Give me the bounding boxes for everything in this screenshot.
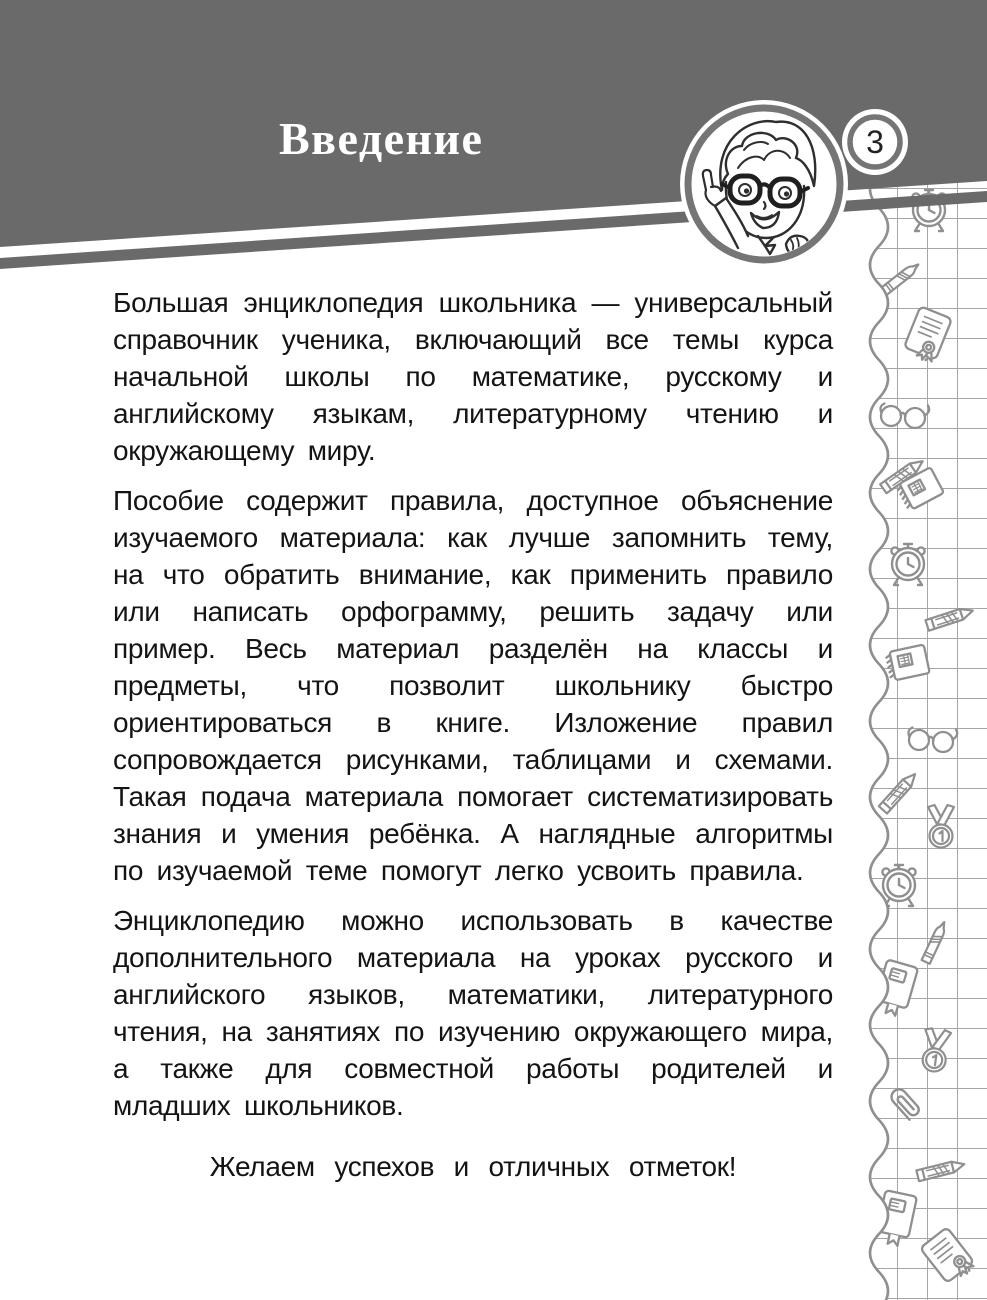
page-number-badge bbox=[840, 107, 910, 177]
introduction-text bbox=[113, 284, 833, 1198]
notebook-sidebar bbox=[855, 170, 987, 1300]
closing-line: Желаем успехов и отличных отметок! bbox=[209, 1151, 737, 1182]
paragraph-3: Энциклопедию можно использовать в качестве дополнительного материала на уроках русского и английского языков, математики, литературного чтения, на занятиях по изучению окружающего мира, а также для совместной работы родителей и младших школьников. bbox=[113, 905, 833, 1121]
boy-with-glasses-thumbs-up-icon bbox=[678, 98, 850, 270]
page-number: 3 bbox=[866, 124, 884, 160]
paragraph-2: Пособие содержит правила, доступное объяснение изучаемого материала: как лучше запомнить тему, на что обратить внимание, как применить правило или написать орфограмму, решить задачу или пример. Весь материал разделён на классы и предметы, что позволит школьнику быстро ориентироваться в книге. Изложение правил сопровождается рисунками, таблицами и схемами. Такая подача материала помогает систематизировать знания и умения ребёнка. А наглядные алгоритмы по изучаемой теме помогут легко усвоить правила. bbox=[113, 485, 833, 886]
paragraph-1: Большая энциклопедия школьника — универсальный справочник ученика, включающий все темы курса начальной школы по математике, русскому и английскому языкам, литературному чтению и окружающему миру. bbox=[113, 287, 833, 466]
page-title: Введение bbox=[279, 113, 484, 164]
